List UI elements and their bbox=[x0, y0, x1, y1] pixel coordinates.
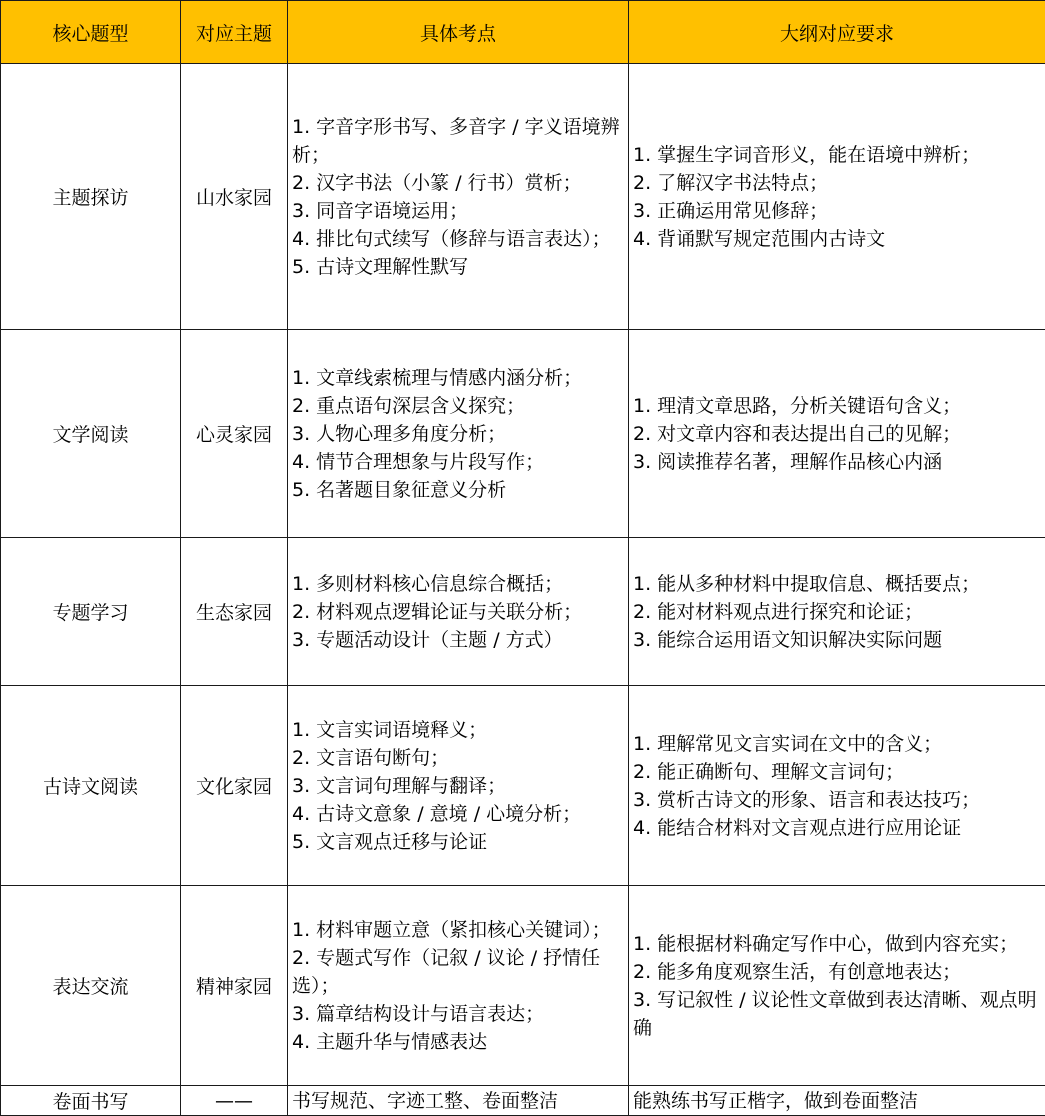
requirement-item: 2. 对文章内容和表达提出自己的见解； bbox=[633, 420, 1041, 448]
requirement-item: 3. 阅读推荐名著，理解作品核心内涵 bbox=[633, 448, 1041, 476]
point-item: 4. 排比句式续写（修辞与语言表达）； bbox=[292, 225, 624, 253]
requirement-item: 2. 了解汉字书法特点； bbox=[633, 169, 1041, 197]
points-cell bbox=[288, 538, 629, 686]
core-type-cell: 专题学习 bbox=[1, 538, 181, 686]
point-item: 3. 人物心理多角度分析； bbox=[292, 420, 624, 448]
requirements-cell bbox=[629, 886, 1045, 1086]
requirements-cell: 能熟练书写正楷字，做到卷面整洁 bbox=[629, 1086, 1045, 1116]
header-theme: 对应主题 bbox=[181, 1, 288, 64]
requirement-item: 3. 能综合运用语文知识解决实际问题 bbox=[633, 626, 1041, 654]
header-points: 具体考点 bbox=[288, 1, 629, 64]
point-item: 5. 名著题目象征意义分析 bbox=[292, 476, 624, 504]
point-item: 5. 文言观点迁移与论证 bbox=[292, 828, 624, 856]
point-item: 3. 文言词句理解与翻译； bbox=[292, 772, 624, 800]
point-item: 4. 古诗文意象 / 意境 / 心境分析； bbox=[292, 800, 624, 828]
requirements-cell bbox=[629, 330, 1045, 538]
points-cell: 书写规范、字迹工整、卷面整洁 bbox=[288, 1086, 629, 1116]
points-cell bbox=[288, 686, 629, 886]
requirement-item: 4. 背诵默写规定范围内古诗文 bbox=[633, 225, 1041, 253]
requirement-item: 3. 赏析古诗文的形象、语言和表达技巧； bbox=[633, 786, 1041, 814]
point-item: 4. 主题升华与情感表达 bbox=[292, 1028, 624, 1056]
point-item: 3. 同音字语境运用； bbox=[292, 197, 624, 225]
requirement-item: 4. 能结合材料对文言观点进行应用论证 bbox=[633, 814, 1041, 842]
theme-cell: 文化家园 bbox=[181, 686, 288, 886]
requirement-item: 3. 写记叙性 / 议论性文章做到表达清晰、观点明确 bbox=[633, 986, 1041, 1042]
point-item: 5. 古诗文理解性默写 bbox=[292, 253, 624, 281]
core-type-cell: 表达交流 bbox=[1, 886, 181, 1086]
theme-cell: 精神家园 bbox=[181, 886, 288, 1086]
requirements-cell bbox=[629, 686, 1045, 886]
points-cell bbox=[288, 64, 629, 330]
requirement-item: 1. 能从多种材料中提取信息、概括要点； bbox=[633, 570, 1041, 598]
point-item: 1. 字音字形书写、多音字 / 字义语境辨析； bbox=[292, 113, 624, 169]
theme-cell: 生态家园 bbox=[181, 538, 288, 686]
table-row bbox=[1, 686, 1045, 886]
point-item: 2. 汉字书法（小篆 / 行书）赏析； bbox=[292, 169, 624, 197]
requirement-item: 2. 能多角度观察生活，有创意地表达； bbox=[633, 958, 1041, 986]
core-type-cell: 主题探访 bbox=[1, 64, 181, 330]
requirement-item: 1. 能根据材料确定写作中心，做到内容充实； bbox=[633, 930, 1041, 958]
core-type-cell: 文学阅读 bbox=[1, 330, 181, 538]
theme-cell: 山水家园 bbox=[181, 64, 288, 330]
header-requirements: 大纲对应要求 bbox=[629, 1, 1045, 64]
table-row bbox=[1, 886, 1045, 1086]
core-type-cell: 古诗文阅读 bbox=[1, 686, 181, 886]
point-item: 4. 情节合理想象与片段写作； bbox=[292, 448, 624, 476]
point-item: 1. 材料审题立意（紧扣核心关键词）； bbox=[292, 916, 624, 944]
table-row bbox=[1, 538, 1045, 686]
table-row bbox=[1, 1086, 1045, 1116]
header-core-type: 核心题型 bbox=[1, 1, 181, 64]
point-item: 2. 重点语句深层含义探究； bbox=[292, 392, 624, 420]
point-item: 2. 专题式写作（记叙 / 议论 / 抒情任选）； bbox=[292, 944, 624, 1000]
table-row bbox=[1, 330, 1045, 538]
requirement-item: 2. 能正确断句、理解文言词句； bbox=[633, 758, 1041, 786]
requirement-item: 3. 正确运用常见修辞； bbox=[633, 197, 1041, 225]
requirement-item: 1. 理解常见文言实词在文中的含义； bbox=[633, 730, 1041, 758]
header-row bbox=[1, 1, 1045, 64]
point-item: 1. 文章线索梳理与情感内涵分析； bbox=[292, 364, 624, 392]
points-cell bbox=[288, 330, 629, 538]
requirements-cell bbox=[629, 64, 1045, 330]
core-type-cell: 卷面书写 bbox=[1, 1086, 181, 1116]
point-item: 1. 多则材料核心信息综合概括； bbox=[292, 570, 624, 598]
table-row bbox=[1, 64, 1045, 330]
requirements-cell bbox=[629, 538, 1045, 686]
requirement-item: 2. 能对材料观点进行探究和论证； bbox=[633, 598, 1041, 626]
point-item: 3. 专题活动设计（主题 / 方式） bbox=[292, 626, 624, 654]
point-item: 2. 文言语句断句； bbox=[292, 744, 624, 772]
point-item: 2. 材料观点逻辑论证与关联分析； bbox=[292, 598, 624, 626]
requirement-item: 1. 理清文章思路，分析关键语句含义； bbox=[633, 392, 1041, 420]
point-item: 1. 文言实词语境释义； bbox=[292, 716, 624, 744]
points-cell bbox=[288, 886, 629, 1086]
point-item: 3. 篇章结构设计与语言表达； bbox=[292, 1000, 624, 1028]
theme-cell: 心灵家园 bbox=[181, 330, 288, 538]
theme-cell: —— bbox=[181, 1086, 288, 1116]
requirement-item: 1. 掌握生字词音形义，能在语境中辨析； bbox=[633, 141, 1041, 169]
